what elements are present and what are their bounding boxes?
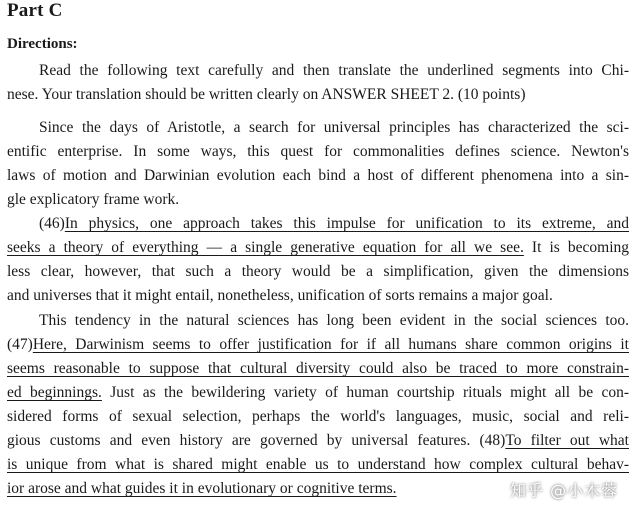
para2-line-2-rest: It is becoming (523, 239, 629, 256)
para1-line-4: gle explicatory frame work. (7, 191, 180, 208)
question-47-segment-2: seems reasonable to suppose that cultural diversity could also be traced to more constrain- (7, 360, 629, 377)
para3-line-6 (7, 430, 629, 452)
para1-line-1: Since the days of Aristotle, a search for universal principles has characterized the sci- (39, 119, 629, 136)
para1-line-3: laws of motion and Darwinian evolution each bind a host of different phenomena into a sin- (7, 167, 629, 184)
directions-label: Directions: (7, 36, 78, 52)
para3-line-7 (7, 454, 629, 476)
question-47-segment-1: Here, Darwinism seems to offer justification for if all humans share common origins it (32, 336, 629, 353)
question-48-number: (48) (479, 432, 506, 449)
para2-line-3: less clear, however, that such a theory would be a simplification, given the dimensions (7, 263, 629, 280)
para3-line-4 (7, 382, 629, 404)
para1-line-2: entific enterprise. In some ways, this quest for commonalities defines science. Newton's (7, 143, 629, 160)
para3-line-5: sidered forms of sexual selection, perhaps the world's languages, music, social and reli- (7, 408, 629, 425)
question-47-number: (47) (7, 336, 33, 353)
para3-line-6-start: gious customs and even history are governed by universal features. (7, 432, 480, 449)
directions-line-2: nese. Your translation should be written clearly on ANSWER SHEET 2. (10 points) (7, 86, 526, 103)
para3-line-3 (7, 358, 629, 380)
para2-line-4: and universes that it might entail, nonetheless, unification of sorts remains a major goal. (7, 287, 553, 304)
para3-line-4-rest: Just as the bewildering variety of human courtship rituals might all be con- (101, 384, 630, 401)
question-48-segment-2: is unique from what is shared might enable us to understand how complex cultural behav- (7, 456, 629, 473)
directions-line-1: Read the following text carefully and then translate the underlined segments into Chi- (39, 62, 629, 79)
para3-line-1: This tendency in the natural sciences has long been evident in the social sciences too. (39, 312, 629, 329)
para2-line-1 (39, 213, 629, 235)
part-heading: Part C (7, 0, 63, 21)
watermark: 知乎 @小木蓉 (510, 481, 619, 500)
question-48-segment-1: To filter out what (505, 432, 629, 449)
para2-line-2 (7, 237, 629, 259)
question-48-segment-3: ior arose and what guides it in evolutionary or cognitive terms. (7, 480, 397, 497)
question-46-segment-1: In physics, one approach takes this impulse for unification to its extreme, and (64, 215, 629, 232)
question-46-number: (46) (39, 215, 65, 232)
question-47-segment-3: ed beginnings. (7, 384, 102, 401)
question-46-segment-2: seeks a theory of everything — a single generative equation for all we see. (7, 239, 524, 256)
para3-line-2 (7, 334, 629, 356)
